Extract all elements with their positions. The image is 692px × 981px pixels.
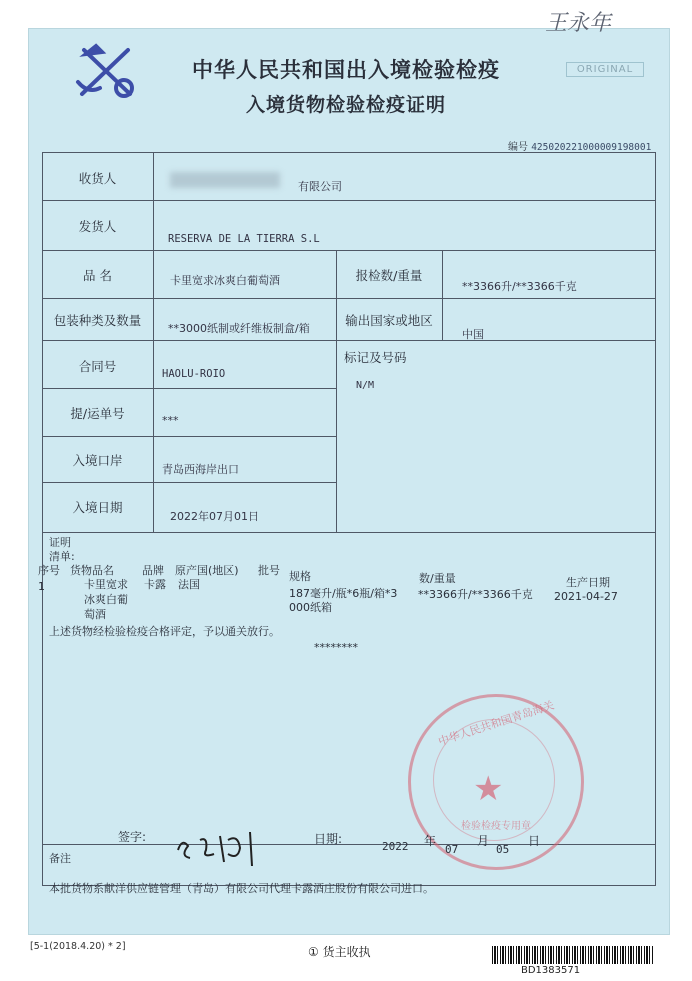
certificate-label: 证明 <box>49 536 71 549</box>
consignor-value: RESERVA DE LA TIERRA S.L <box>168 233 320 245</box>
origin-value: 中国 <box>462 328 484 341</box>
contract-label: 合同号 <box>78 359 117 374</box>
document-title: 中华人民共和国出入境检验检疫 <box>192 58 500 82</box>
col-seq: 序号 <box>38 564 60 577</box>
row-date: 2021-04-27 <box>554 590 618 603</box>
row-seq: 1 <box>38 580 45 593</box>
declared-qty-value: **3366升/**3366千克 <box>462 280 577 293</box>
form-code: [5-1(2018.4.20) * 2] <box>30 941 126 952</box>
packaging-label: 包装种类及数量 <box>53 313 142 328</box>
serial-label: 编号 <box>508 142 528 153</box>
bill-label: 提/运单号 <box>70 406 125 421</box>
col-origin: 原产国(地区) <box>175 564 239 577</box>
seal-subtext: 检验检疫专用章 <box>461 821 531 832</box>
stars-line: ******** <box>314 641 358 654</box>
redacted-consignee <box>170 172 280 188</box>
handwritten-signature <box>170 826 290 866</box>
sign-label: 签字: <box>118 830 147 844</box>
entry-date-label: 入境日期 <box>72 500 123 515</box>
serial-number: 425020221000009198001 <box>531 142 652 153</box>
contract-value: HAOLU-ROIO <box>162 368 226 380</box>
barcode <box>492 946 654 964</box>
date-label: 日期: <box>314 832 343 846</box>
port-label: 入境口岸 <box>72 453 123 468</box>
handwritten-note: 王永年 <box>545 11 612 36</box>
col-qty: 数/重量 <box>419 572 456 585</box>
col-batch: 批号 <box>258 564 280 577</box>
consignor-label: 发货人 <box>78 219 117 234</box>
original-stamp: ORIGINAL <box>566 62 644 77</box>
col-name: 货物品名 <box>70 564 114 577</box>
row-spec-2: 000纸箱 <box>289 601 332 614</box>
marks-label: 标记及号码 <box>344 350 407 365</box>
row-qty: **3366升/**3366千克 <box>418 588 533 601</box>
product-label: 品 名 <box>83 268 112 283</box>
barcode-number: BD1383571 <box>521 965 581 976</box>
packaging-value: **3000纸制或纤维板制盒/箱 <box>168 322 310 335</box>
col-spec: 规格 <box>289 570 311 583</box>
star-icon: ★ <box>473 769 504 809</box>
date-month: 07 <box>445 843 459 856</box>
date-day-unit: 日 <box>528 834 541 848</box>
date-month-unit: 月 <box>477 834 490 848</box>
col-brand: 品牌 <box>142 564 164 577</box>
port-value: 青岛西海岸出口 <box>162 463 239 476</box>
marks-value: N/M <box>356 380 375 391</box>
date-year-unit: 年 <box>424 834 437 848</box>
row-name-3: 萄酒 <box>84 608 106 621</box>
bill-value: *** <box>162 414 179 427</box>
row-name-1: 卡里宽求 <box>84 578 128 591</box>
origin-label: 输出国家或地区 <box>345 313 433 328</box>
remarks-label: 备注 <box>49 852 71 865</box>
entry-date-value: 2022年07月01日 <box>170 510 259 523</box>
date-year: 2022 <box>382 840 409 853</box>
remarks-text: 本批货物系献洋供应链管理（青岛）有限公司代理卡露酒庄股份有限公司进口。 <box>49 882 434 895</box>
copy-label: ① 货主收执 <box>308 945 371 959</box>
declared-qty-label: 报检数/重量 <box>355 268 423 283</box>
row-spec-1: 187毫升/瓶*6瓶/箱*3 <box>289 587 398 600</box>
row-origin: 法国 <box>178 578 200 591</box>
consignee-value: 有限公司 <box>298 180 342 193</box>
date-day: 05 <box>496 843 510 856</box>
product-value: 卡里宽求冰爽白葡萄酒 <box>170 274 280 287</box>
document-subtitle: 入境货物检验检疫证明 <box>245 94 446 116</box>
row-brand: 卡露 <box>144 578 166 591</box>
seal-text: 中华人民共和国青岛海关 <box>436 698 556 749</box>
statement: 上述货物经检验检疫合格评定，予以通关放行。 <box>49 625 280 638</box>
row-name-2: 冰爽白葡 <box>84 593 128 606</box>
list-label: 清单: <box>49 550 75 563</box>
serial-number-row <box>508 138 651 153</box>
consignee-label: 收货人 <box>78 171 117 186</box>
col-date: 生产日期 <box>566 576 610 589</box>
